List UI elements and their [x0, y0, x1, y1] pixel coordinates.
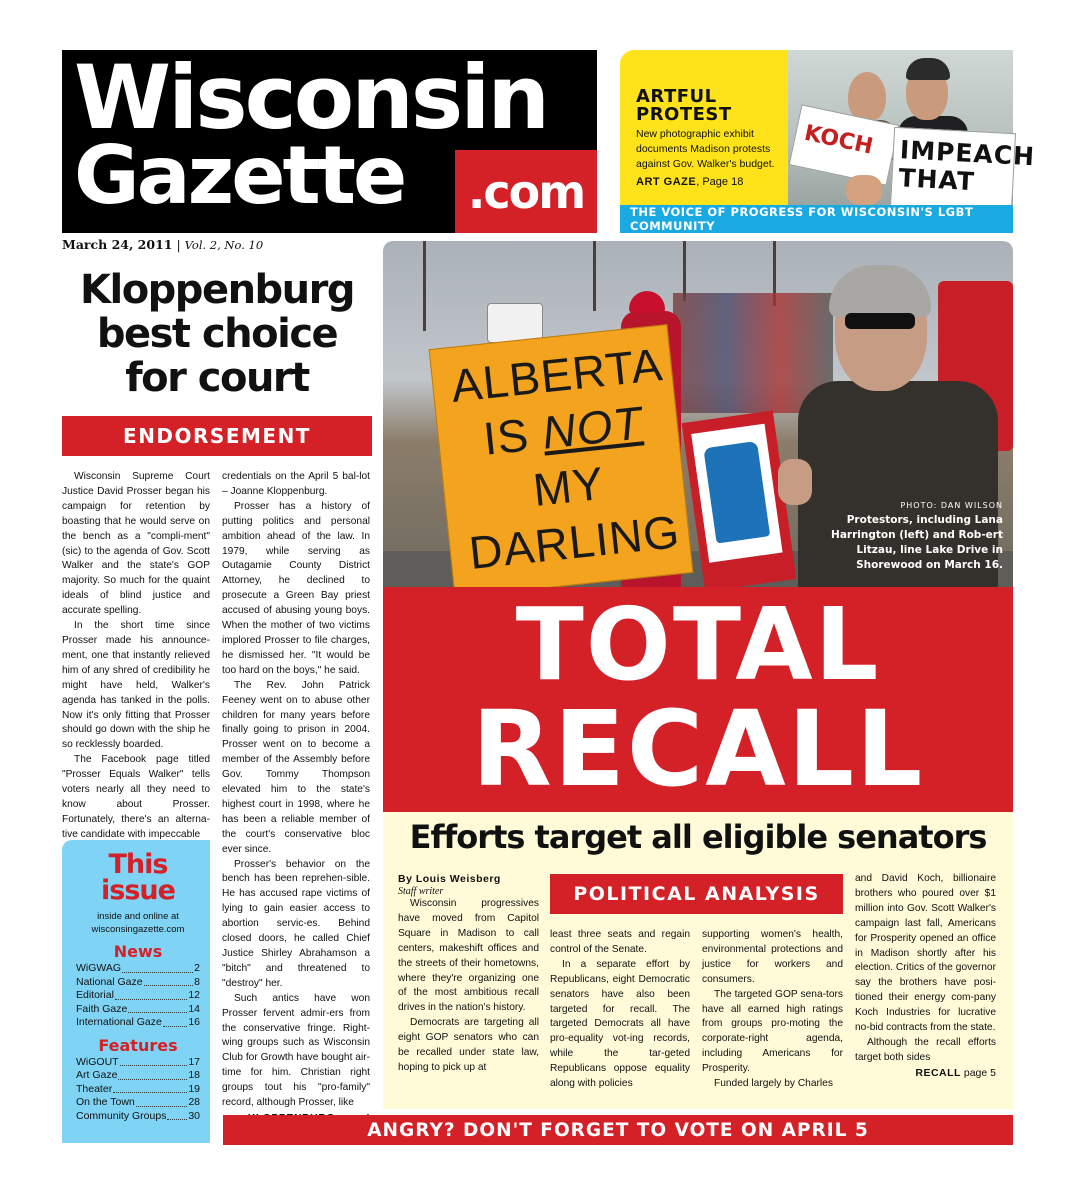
recall-paragraph: The targeted GOP sena-tors have all earned high ratings from groups pro-moting the corporate-right agenda, including Americans for Prosperity.	[702, 988, 843, 1075]
promo-cap	[906, 58, 950, 80]
toc-item-page: 18	[188, 1069, 200, 1081]
toc-leader	[120, 1056, 188, 1067]
lead-paragraph: Wisconsin Supreme Court Justice David Prosser began his campaign for retention by boasting that he would serve on the bench as a "compli-ment" (sic) to the agenda of Gov. Scott Walker and the state's GOP majority. So much for the quaint ideals of blind justice and accurate spelling.	[62, 471, 210, 617]
lead-paragraph: The Facebook page titled "Prosser Equals Walker" tells voters nearly all they need to know about Prosser. Fortunately, there's an alterna-tive candidate with impeccable	[62, 754, 210, 840]
recall-column-4	[855, 872, 996, 1081]
issue-volume: Vol. 2, No. 10	[184, 238, 264, 252]
toc-leader	[113, 1083, 187, 1094]
promo-photo	[788, 50, 1036, 205]
photo-credit: PHOTO: DAN WILSON	[900, 501, 1003, 510]
toc-item[interactable]	[76, 962, 200, 976]
recall-jump-link[interactable]	[855, 1066, 996, 1081]
byline-role: Staff writer	[398, 886, 444, 897]
lead-headline[interactable]: Kloppenburg best choice for court	[79, 267, 355, 401]
recall-jump-label: RECALL	[915, 1066, 961, 1079]
toc-leader	[118, 1069, 187, 1080]
toc-item-label: On the Town	[76, 1096, 135, 1108]
photo-protester-hand	[778, 459, 812, 505]
toc-item[interactable]	[76, 989, 200, 1003]
section-label-political-analysis: POLITICAL ANALYSIS	[550, 874, 843, 914]
toc-leader	[136, 1096, 188, 1107]
promo-jump[interactable]	[636, 176, 743, 188]
toc-item-label: Faith Gaze	[76, 1002, 128, 1015]
promo-kicker-line2: PROTEST	[636, 104, 732, 125]
promo-sign-impeach-text: IMPEACH THAT	[897, 135, 1036, 197]
toc-item-page: 16	[188, 1016, 200, 1028]
photo-sign-line1: ALBERTA	[448, 337, 666, 412]
toc-item-label: WiGOUT	[76, 1055, 119, 1068]
toc-item-page: 8	[194, 975, 200, 988]
photo-protester-sunglasses	[845, 313, 915, 329]
this-issue-title	[76, 849, 200, 906]
toc-leader	[163, 1016, 188, 1027]
photo-sign-line3: DARLING	[466, 505, 683, 579]
recall-paragraph-continued: supporting women's health, environmental protections and justice for workers and consumers.	[702, 929, 843, 985]
photo-sign-alberta	[429, 324, 694, 598]
toc-item-label: National Gaze	[76, 975, 143, 988]
photo-protester-hat	[629, 291, 665, 313]
promo-box[interactable]	[620, 50, 1036, 233]
photo-tree	[593, 241, 596, 311]
photo-protester-hair	[829, 265, 931, 317]
promo-jump-label: ART GAZE	[636, 176, 697, 188]
photo-sign-line2c: MY	[530, 456, 607, 516]
dateline	[62, 237, 263, 252]
lead-paragraph: Prosser has a history of putting politics and personal ambition ahead of the law. In 1979, while serving as Outagamie County District Attorney, he declined to prosecute a Green Bay priest accused of abusing young boys. When the mother of two victims implored Prosser to file charges, he dismissed her. "It would be too hard on the boys," he said.	[222, 500, 370, 676]
lead-column-1	[62, 470, 210, 843]
toc-leader	[144, 976, 194, 987]
toc-leader	[115, 989, 187, 1000]
section-label-endorsement: ENDORSEMENT	[62, 416, 372, 456]
section-heading-features: Features	[98, 1035, 178, 1055]
byline: By Louis Weisberg	[398, 873, 501, 885]
toc-item-label: WiGWAG	[76, 962, 122, 974]
toc-leader	[128, 1003, 187, 1014]
lead-paragraph: Prosser's behavior on the bench has been reprehen-sible. He has accused rape victims of lying to gain easier access to abortion servic-es. Behind closed doors, he called Chief Justice Shirley Abrahamson a "bitch" and threatened to "destroy" her.	[222, 858, 370, 989]
toc-item[interactable]	[76, 1110, 200, 1124]
toc-item-label: Community Groups	[76, 1109, 167, 1122]
toc-item-page: 14	[188, 1002, 200, 1015]
this-issue-subtitle: inside and online at wisconsingazette.com	[91, 911, 185, 935]
photo-sign-line2b: NOT	[539, 396, 645, 459]
recall-paragraph-continued: least three seats and regain control of the Senate.	[550, 929, 690, 955]
toc-item[interactable]	[76, 1056, 200, 1070]
toc-item-page: 2	[194, 962, 200, 974]
toc-item-label: International Gaze	[76, 1016, 162, 1028]
promo-sign-impeach	[890, 127, 1036, 213]
masthead-title-line1: Wisconsin	[74, 46, 548, 149]
dateline-separator: |	[172, 237, 185, 252]
lead-column-2	[222, 470, 370, 1126]
promo-sign-koch-text: KOCH	[802, 120, 876, 160]
masthead-title-line2: Gazette	[74, 129, 405, 222]
toc-item-label: Theater	[76, 1082, 113, 1095]
issue-date: March 24, 2011	[62, 237, 173, 252]
toc-leader	[122, 962, 193, 973]
main-headline-line1: TOTAL	[515, 586, 881, 703]
toc-item-label: Art Gaze	[76, 1069, 118, 1081]
recall-paragraph: Wisconsin progressives have moved from Capitol Square in Madison to call centers, makeshift offices and the streets of their hometowns, where they're organizing one of the most ambitious recall drives in the nation's history.	[398, 898, 539, 1014]
toc-item[interactable]	[76, 1083, 200, 1097]
section-heading-news: News	[113, 942, 163, 961]
recall-paragraph: Democrats are targeting all eight GOP senators who can be recalled under state law, hoping to pick up at	[398, 1017, 539, 1073]
recall-paragraph: Funded largely by Charles	[714, 1078, 833, 1090]
lead-paragraph-continued: credentials on the April 5 bal-lot – Joanne Kloppenburg.	[222, 471, 370, 497]
toc-item-page: 17	[188, 1055, 200, 1068]
recall-jump-page: page 5	[960, 1066, 996, 1079]
promo-kicker-line1: ARTFUL	[636, 86, 717, 107]
toc-item[interactable]	[76, 1016, 200, 1030]
photo-sign-line2a: IS	[480, 406, 546, 465]
this-issue-box	[62, 840, 210, 1143]
promo-jump-page: , Page 18	[696, 176, 744, 188]
recall-paragraph: In a separate effort by Republicans, eight Democratic senators have also been targeted for recall. The targeted Democrats all have pro-equality vot-ing records, while the tar-geted Republicans oppose equality along with policies	[550, 958, 690, 1090]
this-issue-title-line1: This	[108, 849, 168, 880]
toc-leader	[167, 1110, 187, 1121]
toc-item-page: 19	[188, 1082, 200, 1095]
photo-caption: Protestors, including Lana Harrington (left) and Rob-ert Litzau, line Lake Drive in Shorewood on March 16.	[831, 514, 1003, 571]
promo-sign-face	[846, 175, 882, 205]
recall-paragraph: Although the recall efforts target both sides	[855, 1036, 996, 1063]
toc-item[interactable]	[76, 1069, 200, 1083]
recall-column-3	[702, 928, 843, 1092]
masthead	[62, 46, 597, 233]
lead-paragraph: The Rev. John Patrick Feeney went on to abuse other children for many years before finally going to prison in 2004. Prosser went on to become a member of the Assembly before Gov. Tommy Thompson elevated him to the state's highest court in 1998, where he has been a reliable member of the court's conservative bloc ever since.	[222, 679, 370, 855]
lead-paragraph: Such antics have won Prosser fervent admir-ers from the conservative fringe. Right-wing groups such as Wisconsin Club for Growth have bought air-time for him. Christian right groups tout his "pro-family" record, although Prosser, like	[222, 992, 370, 1109]
lead-photo	[383, 241, 1013, 587]
toc-item-page: 28	[188, 1096, 200, 1108]
toc-item[interactable]	[76, 1096, 200, 1110]
toc-item-page: 30	[188, 1109, 200, 1122]
main-headline-line2: RECALL	[471, 688, 925, 810]
photo-tree	[423, 241, 426, 331]
photo-sign-alberta-text	[445, 336, 687, 582]
photo-tree	[683, 241, 686, 301]
main-headline-block[interactable]	[383, 587, 1013, 812]
recall-column-2	[550, 928, 690, 1092]
tagline-bar: THE VOICE OF PROGRESS FOR WISCONSIN'S LGBT COMMUNITY	[620, 205, 1013, 233]
promo-kicker	[636, 88, 786, 124]
toc-item-page: 12	[188, 989, 200, 1001]
recall-column-1	[398, 897, 539, 1076]
recall-paragraph-continued: and David Koch, billionaire brothers who poured over $1 million into Gov. Scott Walker's campaign last fall, Americans for Prosperity opened an office in Madison shortly after his election. Critics of the governor say the brothers have posi-tioned their energy com-pany Koch Industries for lucrative no-bid contracts from the state.	[855, 873, 996, 1034]
main-subhead: Efforts target all eligible senators	[409, 818, 987, 856]
masthead-domain: .com	[455, 150, 597, 233]
vote-banner[interactable]: ANGRY? DON'T FORGET TO VOTE ON APRIL 5	[223, 1115, 1013, 1145]
toc-item-label: Editorial	[76, 989, 114, 1001]
promo-text: New photographic exhibit documents Madison protests against Gov. Walker's budget.	[636, 128, 775, 170]
this-issue-title-line2: issue	[101, 875, 175, 906]
toc-item[interactable]	[76, 1003, 200, 1017]
promo-sign-koch	[789, 104, 900, 185]
lead-paragraph: In the short time since Prosser made his announce-ment, one that instantly relieved him of any shred of credibility he might have held, Walker's agenda has tanked in the polls. Now it's only fitting that Prosser should go down with the ship he so recklessly boarded.	[62, 620, 210, 751]
toc-item[interactable]	[76, 976, 200, 990]
